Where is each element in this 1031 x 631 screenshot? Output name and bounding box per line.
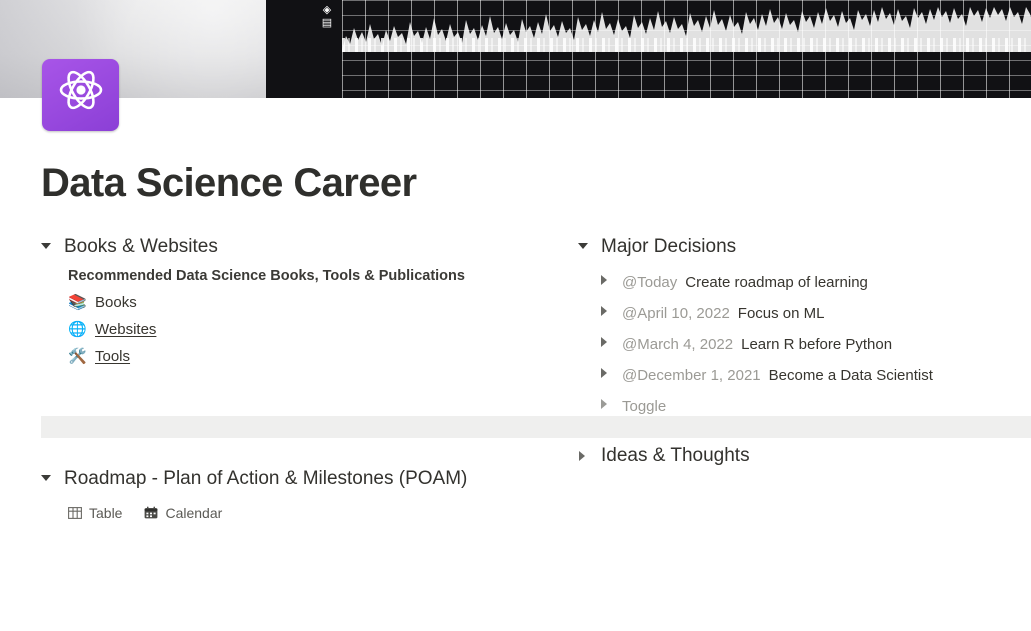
decision-date: @March 4, 2022: [622, 336, 734, 353]
books-icon: 📚: [68, 294, 87, 311]
tab-table[interactable]: [68, 505, 122, 521]
decision-date: @Today: [622, 274, 678, 291]
chevron-right-icon[interactable]: [600, 366, 614, 380]
list-item-decision[interactable]: [600, 300, 1018, 322]
decision-text: Become a Data Scientist: [768, 367, 933, 384]
page-cover[interactable]: [0, 0, 1031, 98]
roadmap-section: [41, 466, 941, 521]
chevron-down-icon[interactable]: [41, 240, 55, 254]
link-label-books[interactable]: Books: [95, 293, 137, 311]
chevron-right-icon[interactable]: [600, 335, 614, 349]
globe-icon: 🌐: [68, 321, 87, 338]
column-left: [41, 234, 541, 365]
toggle-ideas-thoughts-label: Ideas & Thoughts: [601, 445, 750, 466]
calendar-icon: [144, 506, 158, 520]
chevron-down-icon[interactable]: [578, 240, 592, 254]
list-item-decision[interactable]: [600, 269, 1018, 291]
decision-date: @December 1, 2021: [622, 367, 761, 384]
cover-overlay-icons: ◈ ▤: [321, 4, 333, 29]
toggle-roadmap-label: Roadmap - Plan of Action & Milestones (POAM): [64, 468, 468, 489]
list-item-decision[interactable]: [600, 362, 1018, 384]
link-label-tools[interactable]: Tools: [95, 347, 131, 365]
decision-text: Learn R before Python: [741, 336, 893, 353]
table-icon: [68, 506, 82, 520]
toggle-major-decisions[interactable]: [578, 234, 1018, 260]
database-view-tabs: [68, 505, 941, 521]
decision-date: @April 10, 2022: [622, 305, 730, 322]
toggle-books-websites[interactable]: [41, 234, 541, 260]
list-item-tools[interactable]: [68, 347, 541, 365]
chevron-down-icon[interactable]: [41, 472, 55, 486]
section-divider-band: [41, 416, 1031, 438]
list-item-websites[interactable]: [68, 320, 541, 338]
list-item-toggle-placeholder[interactable]: [600, 393, 1018, 415]
chevron-right-icon[interactable]: [600, 273, 614, 287]
link-label-websites[interactable]: Websites: [95, 320, 157, 338]
cover-left-panel: [0, 0, 266, 98]
tab-calendar[interactable]: [144, 505, 222, 521]
decision-text: Toggle: [622, 398, 667, 415]
chevron-right-icon[interactable]: [578, 449, 592, 463]
cover-spectrogram: [266, 0, 1031, 98]
tools-icon: 🛠️: [68, 348, 87, 365]
tab-calendar-label: Calendar: [165, 505, 223, 521]
tab-table-label: Table: [89, 505, 123, 521]
decision-text: Create roadmap of learning: [685, 274, 868, 291]
toggle-roadmap[interactable]: [41, 466, 941, 492]
chevron-right-icon[interactable]: [600, 397, 614, 411]
list-item-books[interactable]: [68, 293, 541, 311]
list-item-decision[interactable]: [600, 331, 1018, 353]
books-caption: Recommended Data Science Books, Tools & Publications: [68, 268, 465, 284]
cover-intensity-strip: [342, 38, 1031, 52]
toggle-books-websites-label: Books & Websites: [64, 236, 218, 257]
decision-text: Focus on ML: [737, 305, 825, 322]
chevron-right-icon[interactable]: [600, 304, 614, 318]
page-title: Data Science Career: [41, 161, 417, 205]
toggle-major-decisions-label: Major Decisions: [601, 236, 737, 257]
